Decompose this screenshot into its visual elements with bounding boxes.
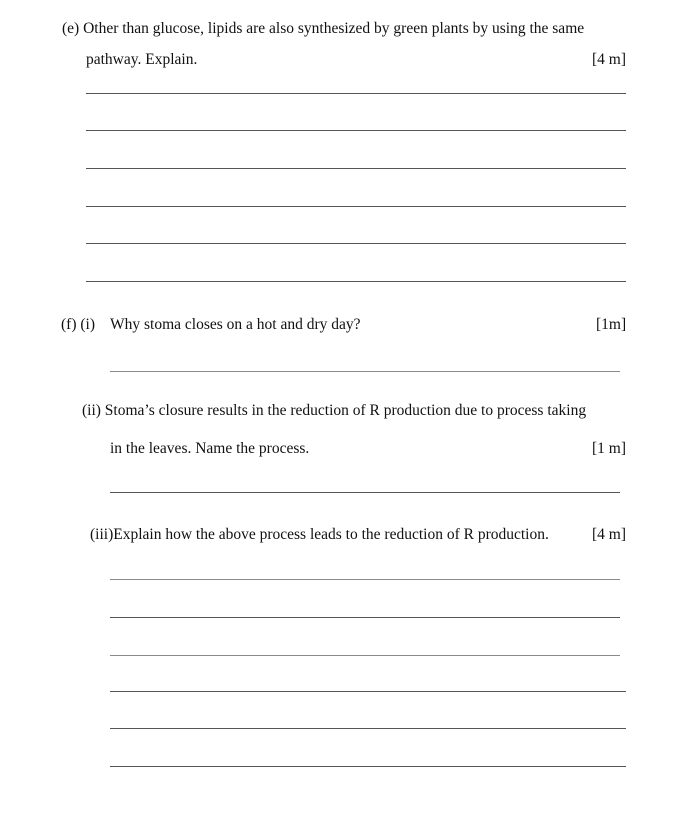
answer-line-e-1[interactable] <box>86 93 626 94</box>
answer-line-e-3[interactable] <box>86 168 626 169</box>
answer-line-f-iii-5[interactable] <box>110 728 626 729</box>
question-e-line2: pathway. Explain. <box>86 51 198 68</box>
question-e-line1: (e) Other than glucose, lipids are also synthesized by green plants by using the same <box>62 20 585 37</box>
answer-line-f-i-1[interactable] <box>110 371 620 372</box>
answer-line-e-4[interactable] <box>86 206 626 207</box>
question-f-i-marks: [1m] <box>596 316 627 333</box>
question-f-i-text: Why stoma closes on a hot and dry day? <box>110 316 361 333</box>
question-f-ii-marks: [1 m] <box>592 440 627 457</box>
question-f-iii-text: (iii)Explain how the above process leads to the reduction of R production. <box>90 526 549 543</box>
answer-line-e-5[interactable] <box>86 243 626 244</box>
answer-line-e-6[interactable] <box>86 281 626 282</box>
question-f-label: (f) (i) <box>61 316 95 333</box>
question-f-iii-marks: [4 m] <box>592 526 627 543</box>
answer-line-f-iii-2[interactable] <box>110 617 620 618</box>
question-f-ii-line2: in the leaves. Name the process. <box>110 440 310 457</box>
answer-line-f-iii-4[interactable] <box>110 691 626 692</box>
question-f-ii-line1: (ii) Stoma’s closure results in the reduction of R production due to process taking <box>82 402 587 419</box>
answer-line-e-2[interactable] <box>86 130 626 131</box>
answer-line-f-iii-1[interactable] <box>110 579 620 580</box>
answer-line-f-ii-1[interactable] <box>110 492 620 493</box>
answer-line-f-iii-3[interactable] <box>110 655 620 656</box>
question-e-marks: [4 m] <box>592 51 627 68</box>
answer-line-f-iii-6[interactable] <box>110 766 626 767</box>
